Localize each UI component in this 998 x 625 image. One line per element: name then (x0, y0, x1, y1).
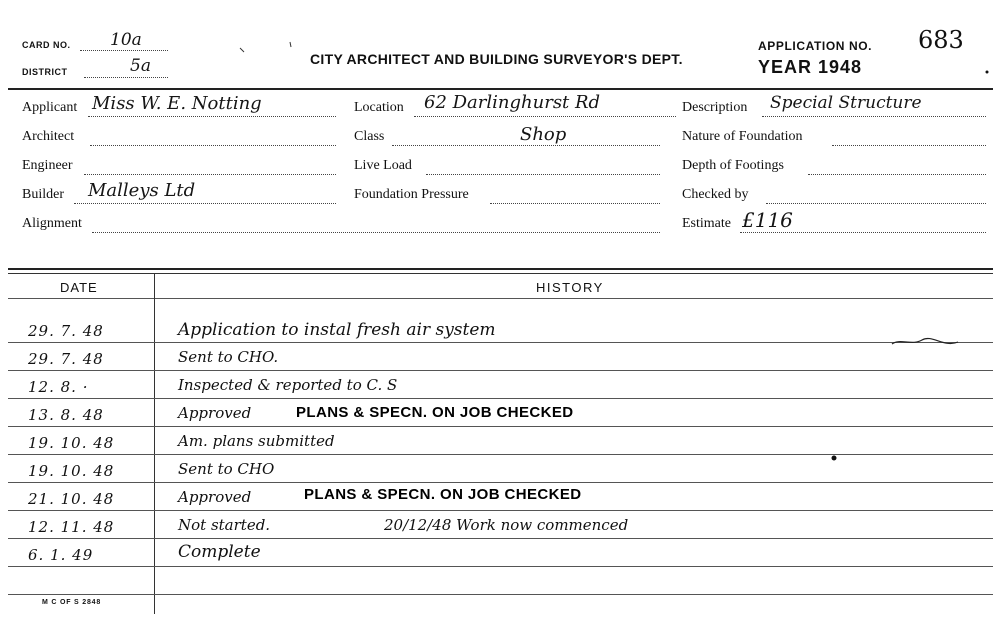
department-title: CITY ARCHITECT AND BUILDING SURVEYOR'S DEPT. (310, 51, 683, 67)
history-date: 29. 7. 48 (28, 322, 104, 340)
dust-mark (290, 42, 291, 47)
alignment-label: Alignment (22, 216, 82, 231)
date-column-header: DATE (60, 280, 98, 295)
class-label: Class (354, 129, 385, 144)
form-code: M C OF S 2848 (42, 599, 102, 606)
history-entry: Sent to CHO (178, 460, 275, 478)
scribble-mark (892, 338, 958, 344)
dust-mark (240, 48, 244, 52)
builder-value: Malleys Ltd (88, 180, 196, 201)
history-date: 12. 11. 48 (28, 518, 115, 536)
checked-by-label: Checked by (682, 187, 749, 202)
estimate-value: £116 (742, 208, 793, 232)
location-value: 62 Darlinghurst Rd (424, 92, 601, 113)
estimate-label: Estimate (682, 216, 731, 231)
location-label: Location (354, 100, 404, 115)
history-entry: Approved (178, 488, 252, 506)
history-entry: Sent to CHO. (178, 348, 279, 366)
card-no-label: CARD NO. (22, 40, 71, 50)
applicant-value: Miss W. E. Notting (92, 93, 262, 114)
history-date: 12. 8. · (28, 378, 89, 396)
card-no-value: 10a (110, 30, 142, 50)
ink-spot (832, 456, 837, 461)
checked-stamp: PLANS & SPECN. ON JOB CHECKED (296, 404, 574, 421)
applicant-label: Applicant (22, 100, 78, 115)
history-date: 13. 8. 48 (28, 406, 104, 424)
year-label: YEAR 1948 (758, 57, 863, 77)
engineer-label: Engineer (22, 158, 73, 173)
application-no-label: APPLICATION NO. (758, 39, 873, 53)
history-entry: Not started. (178, 516, 271, 534)
history-date: 19. 10. 48 (28, 434, 115, 452)
history-entry: Inspected & reported to C. S (178, 376, 398, 394)
history-date: 6. 1. 49 (28, 546, 94, 564)
checked-stamp: PLANS & SPECN. ON JOB CHECKED (304, 486, 582, 503)
history-column-header: HISTORY (536, 280, 604, 295)
description-label: Description (682, 100, 748, 115)
history-entry: Approved (178, 404, 252, 422)
nature-of-foundation-label: Nature of Foundation (682, 129, 803, 144)
live-load-label: Live Load (354, 158, 412, 173)
ink-spot (986, 71, 989, 74)
history-entry-note: 20/12/48 Work now commenced (384, 516, 629, 534)
history-date: 21. 10. 48 (28, 490, 115, 508)
history-date: 19. 10. 48 (28, 462, 115, 480)
foundation-pressure-label: Foundation Pressure (354, 187, 469, 202)
description-value: Special Structure (770, 93, 922, 113)
history-date: 29. 7. 48 (28, 350, 104, 368)
builder-label: Builder (22, 187, 64, 202)
history-entry: Application to instal fresh air system (178, 320, 496, 340)
architect-label: Architect (22, 129, 75, 144)
depth-of-footings-label: Depth of Footings (682, 158, 784, 173)
class-value: Shop (520, 124, 567, 145)
district-label: DISTRICT (22, 67, 68, 77)
district-value: 5a (130, 56, 151, 76)
history-entry: Am. plans submitted (178, 432, 335, 450)
history-entry: Complete (178, 542, 261, 562)
application-no-value: 683 (918, 26, 964, 54)
